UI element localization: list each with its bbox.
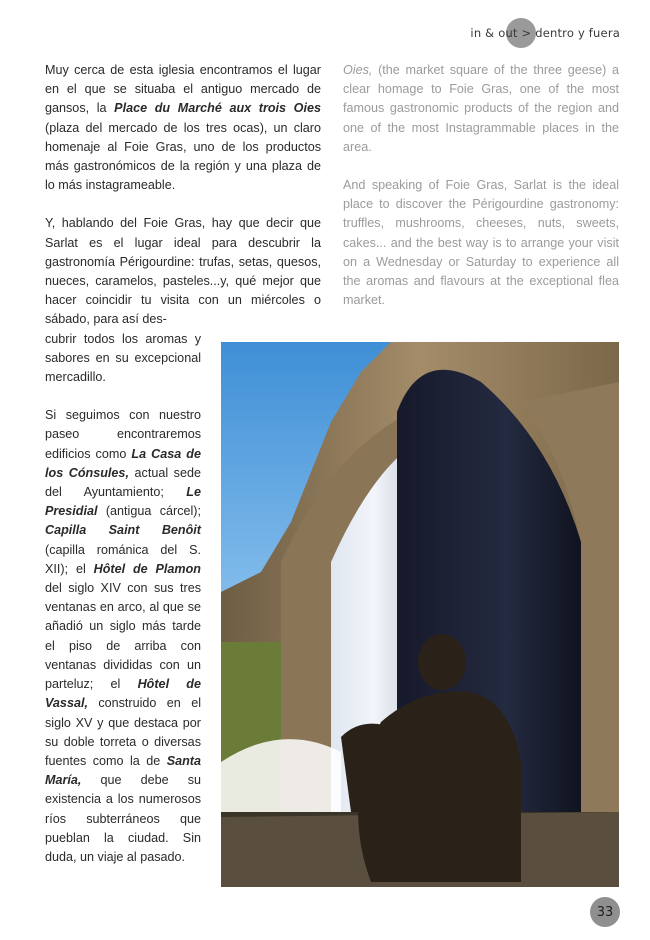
text-run: Muy cerca de esta iglesia encontramos el lugar en el que se situaba el antiguo mercado de gansos, la: [45, 63, 321, 116]
text-run: And speaking of Foie Gras, Sarlat is the ideal place to discover the Périgourdine gastronomy: truffles, mushrooms, cheeses, nuts, sweets, cakes... and the best way is to arrange your visit on a Wednesday or Saturday to experience all the aromas and flavours at the exceptional flea market.: [343, 178, 619, 308]
header-section: dentro y fuera: [535, 26, 620, 40]
text-run: Y, hablando del Foie Gras, hay que decir que Sarlat es el lugar ideal para descubrir la gastronomía Périgourdine: trufas, setas, quesos, nueces, caramelos, pasteles...y, qué mejor que hacer coincidir tu visita con un miércoles o sábado, para así des-: [45, 216, 321, 327]
sarlat-statue-photo: [221, 342, 619, 887]
text-run: cubrir todos los aromas y sabores en su excepcional mercadillo.: [45, 331, 201, 385]
es-paragraph-2-cont: [45, 330, 201, 388]
place-name: Santa María,: [45, 753, 201, 788]
header-in: in: [470, 26, 482, 40]
en-paragraph-1: [343, 61, 619, 157]
en-paragraph-2: [343, 176, 619, 310]
english-column: [343, 61, 619, 329]
place-name: Le Presidial: [45, 485, 201, 519]
place-name: Capilla Saint Benôit: [45, 523, 201, 538]
text-run: (the market square of the three geese) a clear homage to Foie Gras, one of the most famous gastronomic products of the region and one of the most Instagrammable places in the area.: [343, 63, 619, 154]
place-name: La Casa de los Cónsules,: [45, 446, 202, 480]
place-name: Hôtel de Plamon: [93, 561, 201, 576]
text-run: construido en el siglo XV y que destaca por su doble torreta o diversas fuentes como la de: [45, 696, 201, 768]
text-run: del siglo XIV con sus tres ventanas en arco, al que se añadió un siglo más tarde el piso de arriba con ventanas divididas con un parteluz; el: [45, 581, 201, 692]
es-paragraph-3: [45, 406, 201, 867]
es-paragraph-2: [45, 214, 321, 329]
page-number: 33: [590, 897, 620, 927]
text-run: Si seguimos con nuestro paseo encontraremos edificios como: [45, 408, 201, 461]
header-amp: &: [485, 26, 495, 40]
header-sep: >: [521, 26, 532, 40]
photo-illustration: [221, 342, 619, 887]
es-paragraph-1: [45, 61, 321, 195]
text-run: que debe su existencia a los numerosos ríos subterráneos que pueblan la ciudad. Sin duda, un viaje al pasado.: [45, 773, 201, 864]
text-run: (antigua cárcel);: [97, 504, 201, 519]
text-run: (capilla románica del S. XII); el: [45, 542, 201, 576]
text-run: (plaza del mercado de los tres ocas), un claro homenaje al Foie Gras, uno de los productos más gastronómicos de la región y una plaza de lo más instagrameable.: [45, 120, 321, 193]
place-name: Oies,: [343, 63, 373, 77]
header-out: out: [498, 26, 518, 40]
es-narrow-block: [45, 330, 201, 867]
section-header: [470, 22, 620, 44]
text-run: actual sede del Ayuntamiento;: [45, 465, 201, 500]
place-name: Place du Marché aux trois Oies: [114, 101, 321, 116]
place-name: Hôtel de Vassal,: [45, 677, 201, 711]
